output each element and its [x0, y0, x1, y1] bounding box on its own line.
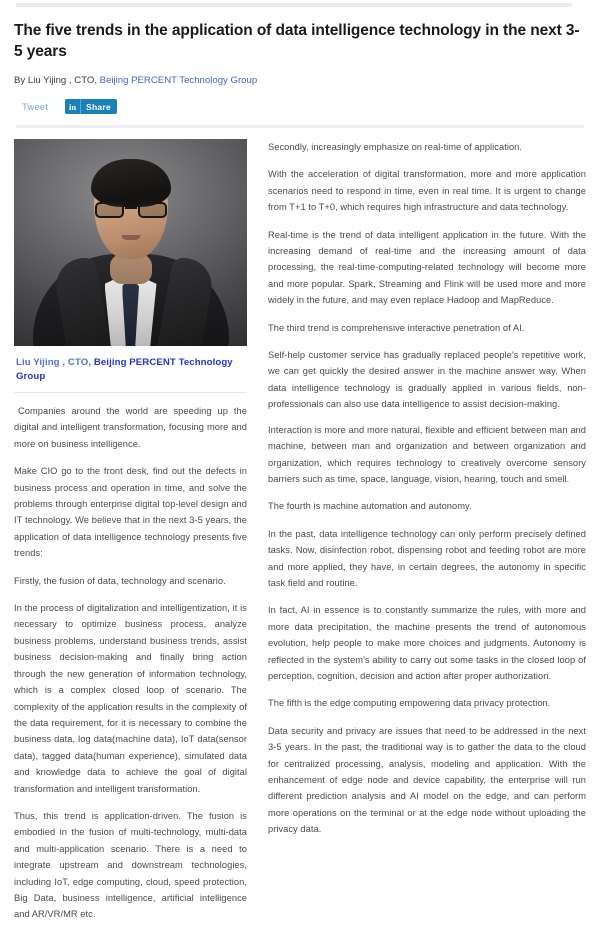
paragraph: In fact, AI in essence is to constantly summarize the rules, with more and more data precipitation, the machine presents the trend of autonomous evolution, help people to make more choices and judgments. Autonomy is reflected in the system's ability to carry out some tasks in the closed loop of perception, cognition, decision and action after proper authorization.: [268, 605, 586, 681]
article-body-columns: [14, 139, 586, 934]
paragraph: In the process of digitalization and intelligentization, it is necessary to optimize business process, analyze business problems, understand business trends, assist business decision-making and finally bring action through the new generation of information technology, which is a complex closed loop of scenario. The complexity of the application results in the complexity of the data requirement, for it is necessary to combine the business data, log data(machine data), IoT data(sensor data), tagged data(human experience), simulated data and knowledge data to achieve the goal of digital transformation and intelligent transformation.: [14, 603, 247, 794]
figure-caption-name: Liu Yijing , CTO,: [16, 357, 94, 368]
paragraph: The fourth is machine automation and autonomy.: [268, 501, 472, 512]
caption-divider: [14, 392, 247, 393]
header-divider: [16, 125, 584, 128]
mouth-shape: [121, 235, 140, 240]
article-figure: [14, 139, 247, 393]
paragraph: Self-help customer service has gradually replaced people's repetitive work, we can get quickly the desired answer in the machine answer way. When data intelligence technology is gradually applied in various fields, non-professionals can also use data intelligence to assist decision-making.: [268, 350, 586, 410]
byline-org-link[interactable]: Beijing PERCENT Technology Group: [99, 75, 258, 86]
paragraph: Real-time is the trend of data intelligent application in the future. With the increasing demand of real-time and the increasing amount of data processing, the real-time-computing-related technology will become more and more popular. Spark, Streaming and Flink will be used more and more widely in the future, and may even replace Hadoop and MapReduce.: [268, 229, 586, 306]
glasses-icon: [95, 201, 167, 218]
paragraph: Secondly, increasingly emphasize on real-time of application.: [268, 142, 523, 152]
tweet-button[interactable]: Tweet: [22, 100, 49, 112]
hair-shape: [91, 159, 171, 207]
social-share-bar: [22, 98, 586, 115]
byline: [14, 74, 586, 87]
paragraph: Firstly, the fusion of data, technology and scenario.: [14, 575, 226, 586]
paragraph: Companies around the world are speeding up the digital and intelligent transformation, focusing more and more on business intelligence.: [14, 406, 247, 449]
paragraph: The third trend is comprehensive interactive penetration of AI.: [268, 322, 525, 333]
left-column: [14, 139, 247, 934]
paragraph: Data security and privacy are issues that need to be addressed in the next 3-5 years. In the past, the traditional way is to gather the data to the cloud for centralized processing, analysis, modeling and application. With the enhancement of edge node and device capability, the enterprise will run different prediction analysis and AI model on the edge, and can perform more operations on the terminal or at the edge node without uploading the privacy data.: [268, 725, 586, 835]
figure-caption-org: Beijing PERCENT Technology Group: [16, 357, 233, 382]
paragraph: Interaction is more and more natural, flexible and efficient between man and machine, between man and organization and between organization and organization, which requires technology to creatively overcome sensory barriers such as time, space, language, vision, hearing, touch and smell.: [268, 424, 586, 484]
glasses-left-lens: [95, 202, 124, 218]
byline-author: By Liu Yijing , CTO,: [14, 75, 100, 86]
left-column-text: [14, 403, 247, 923]
figure-caption: [16, 356, 247, 384]
page-title: The five trends in the application of data intelligence technology in the next 3-5 years: [14, 22, 580, 60]
paragraph: Thus, this trend is application-driven. The fusion is embodied in the fusion of multi-technology, multi-data and multi-application scenario. There is a need to integrate upstream and downstream technologies, including IoT, edge computing, cloud, speed protection, Big Data, business intelligence, artificial intelligence and AR/VR/MR etc.: [14, 810, 247, 920]
linkedin-share-button[interactable]: [65, 99, 117, 114]
paragraph: In the past, data intelligence technology can only perform precisely defined tasks. Now, disinfection robot, dispensing robot and feeding robot are more and more applied, they have, in certain degrees, the autonomy in specific task field and routine.: [268, 528, 586, 588]
paragraph: With the acceleration of digital transformation, more and more application scenarios need to respond in time, even in real time. It is urgent to change from T+1 to T+0, which requires high infrastructure and data technology.: [268, 169, 586, 213]
paragraph: The fifth is the edge computing empowering data privacy protection.: [268, 698, 551, 709]
linkedin-icon: in: [65, 99, 81, 114]
linkedin-share-label: Share: [86, 101, 111, 112]
glasses-right-lens: [138, 202, 167, 218]
right-column: [268, 139, 586, 849]
paragraph: Make CIO go to the front desk, find out the defects in business process and operation in time, and solve the problems through enterprise digital top-level design and IT technology. We believe that in the next 3-5 years, the application of data intelligence technology presents five trends:: [14, 466, 247, 559]
glasses-bridge: [125, 207, 137, 209]
portrait-photo: [14, 139, 247, 346]
